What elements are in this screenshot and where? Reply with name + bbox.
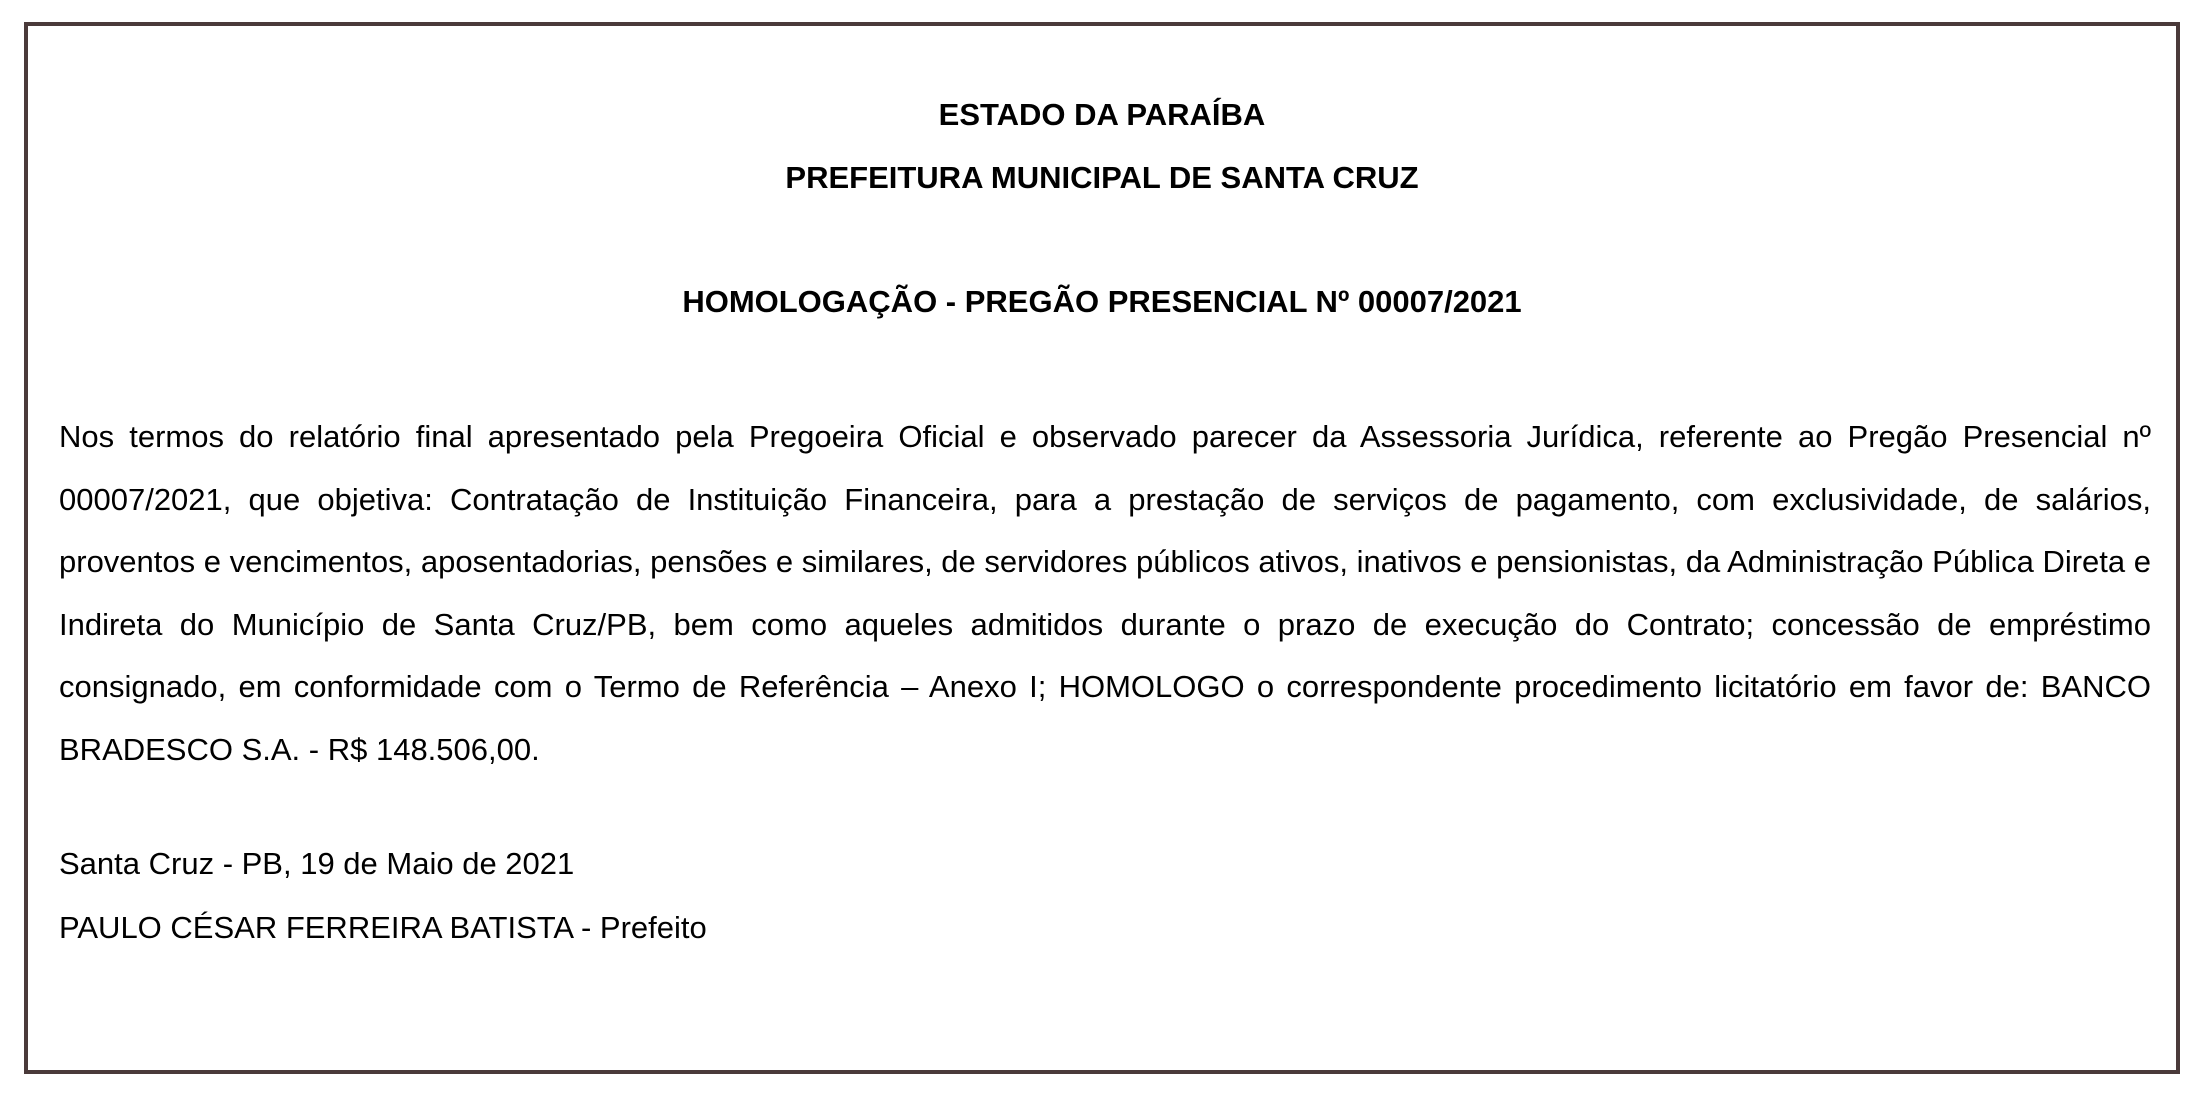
signer-name: PAULO CÉSAR FERREIRA BATISTA - Prefeito bbox=[59, 910, 707, 945]
body-paragraph: Nos termos do relatório final apresentado pela Pregoeira Oficial e observado parecer da Assessoria Jurídica, referente ao Pregão Presencial nº 00007/2021, que objetiva: Contratação de Instituição Financeira, para a prestação de serviços de pagamento, com exclusividade, de salários, proventos e vencimentos, aposentadorias, pensões e similares, de servidores públicos ativos, inativos e pensionistas, da Administração Pública Direta e Indireta do Município de Santa Cruz/PB, bem como aqueles admitidos durante o prazo de execução do Contrato; concessão de empréstimo consignado, em conformidade com o Termo de Referência – Anexo I; HOMOLOGO o correspondente procedimento licitatório em favor de: BANCO BRADESCO S.A. - R$ 148.506,00. bbox=[59, 419, 2151, 767]
document-title: HOMOLOGAÇÃO - PREGÃO PRESENCIAL Nº 00007/2021 bbox=[682, 284, 1522, 319]
document-frame bbox=[24, 22, 2180, 1074]
header-municipality: PREFEITURA MUNICIPAL DE SANTA CRUZ bbox=[785, 160, 1419, 195]
place-date: Santa Cruz - PB, 19 de Maio de 2021 bbox=[59, 846, 575, 881]
header-state: ESTADO DA PARAÍBA bbox=[938, 97, 1266, 132]
